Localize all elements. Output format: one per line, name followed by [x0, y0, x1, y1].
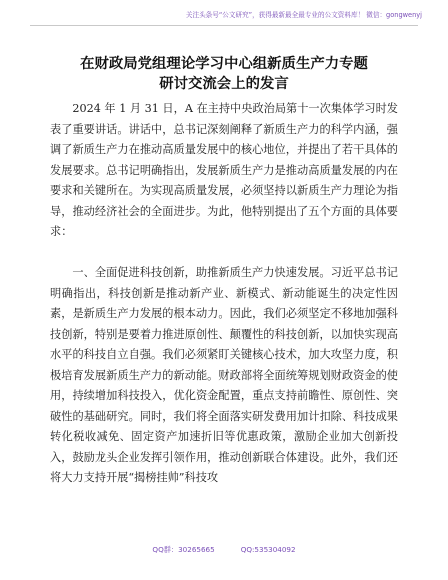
- body-paragraph-section-1: 一、全面促进科技创新，助推新质生产力快速发展。习近平总书记明确指出，科技创新是推动新产业、新模式、新动能诞生的决定性因素，是新质生产力发展的根本动力。因此，我们必须坚定不移地加强科技创新，特别是要着力推进原创性、颠覆性的科技创新，以加快实现高水平的科技自立自强。我们必须紧盯关键核心技术，加大攻坚力度，积极培育发展新质生产力的新动能。财政部将全面统筹规划财政资金的使用，持续增加科技投入，优化资金配置，重点支持前瞻性、原创性、突破性的基础研究。同时，我们将全面落实研发费用加计扣除、科技成果转化税收减免、固定资产加速折旧等优惠政策，激励企业加大创新投入，鼓励龙头企业发挥引领作用，推动创新联合体建设。此外，我们还将大力支持开展“揭榜挂帅”科技攻: [50, 266, 398, 484]
- document-title: [0, 54, 448, 94]
- title-line-1: 在财政局党组理论学习中心组新质生产力专题: [80, 56, 368, 72]
- title-line-2: 研讨交流会上的发言: [159, 76, 289, 92]
- paragraph-spacer: [50, 243, 398, 264]
- footer-qq-group: QQ群：30265665: [152, 545, 215, 554]
- header-banner: 关注头条号“公文研究”，获得最新最全最专业的公文资料库！ 微信：gongwenyj: [185, 11, 422, 19]
- footer-qq: QQ:535304092: [240, 545, 296, 554]
- footer-contact: [0, 545, 448, 555]
- body-paragraph-intro: 2024 年 1 月 31 日，A 在主持中央政治局第十一次集体学习时发表了重要讲话。讲话中，总书记深刻阐释了新质生产力的科学内涵，强调了新质生产力在推动高质量发展中的核心地位，并提出了若干具体的发展要求。总书记明确指出，发展新质生产力是推动高质量发展的内在要求和关键所在。为实现高质量发展，必须坚持以新质生产力理论为指导，推动经济社会的全面进步。为此，他特别提出了五个方面的具体要求：: [50, 102, 398, 238]
- header-divider: [30, 25, 418, 26]
- document-body: [50, 99, 398, 489]
